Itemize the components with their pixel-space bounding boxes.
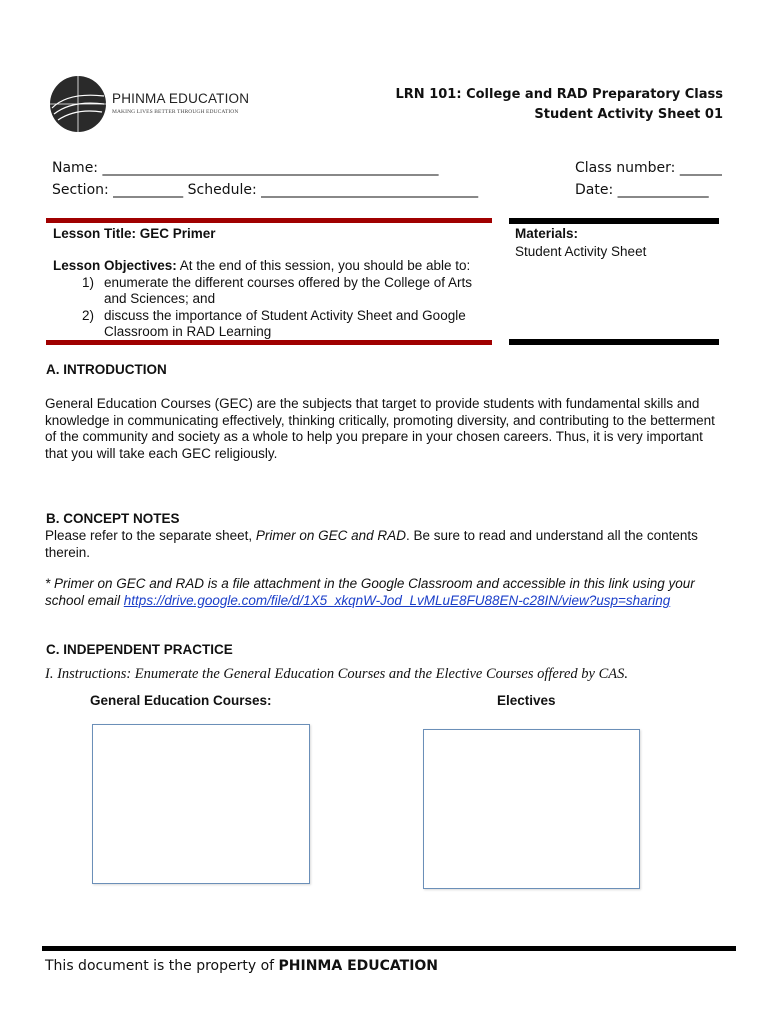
gec-answer-box[interactable] (92, 724, 310, 884)
electives-answer-box[interactable] (423, 729, 640, 889)
gec-column-label: General Education Courses: (90, 693, 272, 708)
introduction-heading: A. INTRODUCTION (46, 362, 167, 377)
footer-brand: PHINMA EDUCATION (278, 958, 439, 974)
footer-divider (42, 946, 736, 951)
electives-column-label: Electives (497, 693, 556, 708)
sheet-title: Student Activity Sheet 01 (534, 107, 723, 122)
phinma-logo (48, 74, 248, 134)
lesson-top-bar (46, 218, 492, 223)
objectives-label: Lesson Objectives: (53, 258, 177, 273)
phinma-emblem-icon (48, 74, 108, 134)
concept-notes-note: * Primer on GEC and RAD is a file attachment in the Google Classroom and accessible in this link using your school email https://drive.google.com/file/d/1X5_xkqnW-Jod_LvMLuE8FU88EN-c28IN/view?usp=sharing (45, 576, 695, 608)
objectives-intro: At the end of this session, you should be able to: (176, 258, 471, 273)
lesson-title-label: Lesson Title: (53, 226, 140, 241)
class-number-field: Class number: ______ (575, 160, 722, 176)
lesson-title (53, 226, 216, 241)
date-field: Date: _____________ (575, 182, 709, 198)
logo-tagline: MAKING LIVES BETTER THROUGH EDUCATION (112, 109, 239, 115)
objective-item: 2) discuss the importance of Student Activity Sheet and Google Classroom in RAD Learning (82, 307, 466, 339)
lesson-title-value: GEC Primer (139, 226, 216, 241)
practice-instructions: I. Instructions: Enumerate the General Education Courses and the Elective Courses offered by CAS. (45, 666, 628, 682)
footer-text: This document is the property of PHINMA EDUCATION (45, 958, 439, 974)
practice-heading: C. INDEPENDENT PRACTICE (46, 642, 233, 657)
concept-notes-heading: B. CONCEPT NOTES (46, 511, 180, 526)
primer-title: Primer on GEC and RAD (255, 528, 406, 543)
materials-label: Materials: (515, 226, 579, 241)
objectives-list (53, 275, 493, 341)
course-title: LRN 101: College and RAD Preparatory Class (395, 87, 723, 102)
lesson-bottom-bar (46, 340, 492, 345)
section-schedule-field: Section: __________ Schedule: _______________________________ (52, 182, 479, 198)
concept-notes-body: Please refer to the separate sheet, Primer on GEC and RAD. Be sure to read and understand all the contents therein. (45, 528, 698, 560)
drive-link[interactable]: https://drive.google.com/file/d/1X5_xkqnW-Jod_LvMLuE8FU88EN-c28IN/view?usp=sharing (123, 592, 671, 608)
introduction-body: General Education Courses (GEC) are the subjects that target to provide students with fundamental skills and knowledge in communicating effectively, thinking critically, promoting diversity, and contributing to the betterment of the community and society as a whole to help you prepare in your chosen careers. Thus, it is very important that you will take each GEC religiously. (45, 396, 715, 461)
materials-top-bar (509, 218, 719, 224)
logo-name: PHINMA EDUCATION (112, 91, 250, 106)
materials-bottom-bar (509, 339, 719, 345)
objective-item: 1) enumerate the different courses offered by the College of Arts and Sciences; and (82, 274, 472, 306)
name-field: Name: ________________________________________________ (52, 160, 439, 176)
materials-value: Student Activity Sheet (515, 244, 647, 259)
lesson-objectives (53, 258, 493, 341)
